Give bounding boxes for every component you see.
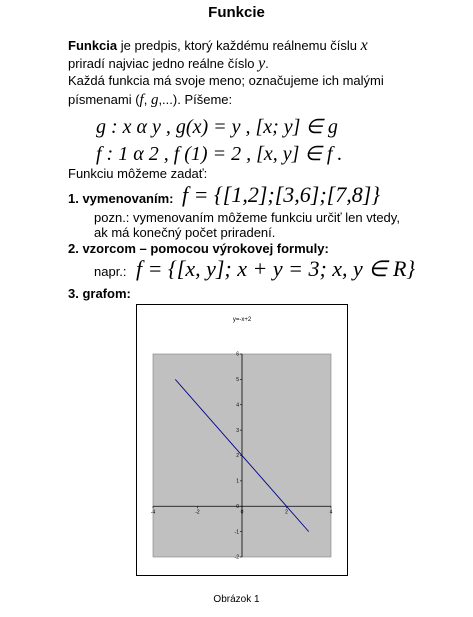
chart <box>137 305 347 575</box>
y-tick-label: -2 <box>234 554 239 561</box>
definition-term: Funkcia <box>68 38 118 53</box>
chart-frame <box>136 304 348 576</box>
naming-line-1: Každá funkcia má svoje meno; označujeme ich malými <box>68 73 384 88</box>
x-tick-label: 2 <box>285 509 288 516</box>
y-tick-label: 0 <box>236 503 239 510</box>
definition-line-2 <box>68 55 269 73</box>
y-tick-label: 4 <box>236 402 239 409</box>
y-tick-label: -1 <box>234 529 239 536</box>
y-tick-label: 2 <box>236 453 239 460</box>
page-title: Funkcie <box>208 4 265 21</box>
function-name-g: g <box>150 92 159 108</box>
x-tick-label: -2 <box>195 509 200 516</box>
variable-y: y <box>258 55 266 72</box>
formula-general: g : x α y , g(x) = y , [x; y] ∈ g <box>96 116 338 138</box>
function-name-f: f <box>139 92 144 108</box>
y-tick-label: 1 <box>236 478 239 485</box>
y-tick-label: 5 <box>236 377 239 384</box>
definition-text-2: priradí najviac jedno reálne číslo <box>68 56 259 71</box>
section-1-note-2: ak má konečný počet priradení. <box>94 225 276 240</box>
definition-text: je predpis, ktorý každému reálnemu číslu <box>117 38 361 53</box>
chart-title: y=-x+2 <box>232 317 252 323</box>
definition-line-1 <box>68 37 368 55</box>
x-tick-label: 4 <box>329 509 333 516</box>
y-tick-label: 3 <box>236 427 239 434</box>
x-tick-label: 0 <box>240 509 244 516</box>
section-3-heading: 3. grafom: <box>68 286 131 301</box>
section-2-formula: f = {[x, y]; x + y = 3; x, y ∈ R} <box>136 256 416 281</box>
section-1-note-1: pozn.: vymenovaním môžeme funkciu určiť len vtedy, <box>94 210 400 225</box>
y-tick-label: 6 <box>236 351 239 358</box>
naming-text: písmenami ( <box>68 92 140 107</box>
variable-x: x <box>360 37 368 54</box>
naming-end: ,...). Píšeme: <box>158 92 233 107</box>
intro-line: Funkciu môžeme zadať: <box>68 166 208 181</box>
definition-end: . <box>265 56 269 71</box>
naming-line-2 <box>68 92 232 109</box>
section-1-heading: 1. vymenovaním: <box>68 191 174 206</box>
figure-caption: Obrázok 1 <box>213 594 260 605</box>
formula-example: f : 1 α 2 , f (1) = 2 , [x, y] ∈ f . <box>96 143 343 165</box>
naming-sep: , <box>143 92 151 107</box>
section-1-formula: f = {[1,2];[3,6];[7,8]} <box>182 182 381 207</box>
section-2-heading: 2. vzorcom – pomocou výrokovej formuly: <box>68 241 329 256</box>
x-tick-label: -4 <box>150 509 156 516</box>
section-2-napr: napr.: <box>94 264 127 279</box>
